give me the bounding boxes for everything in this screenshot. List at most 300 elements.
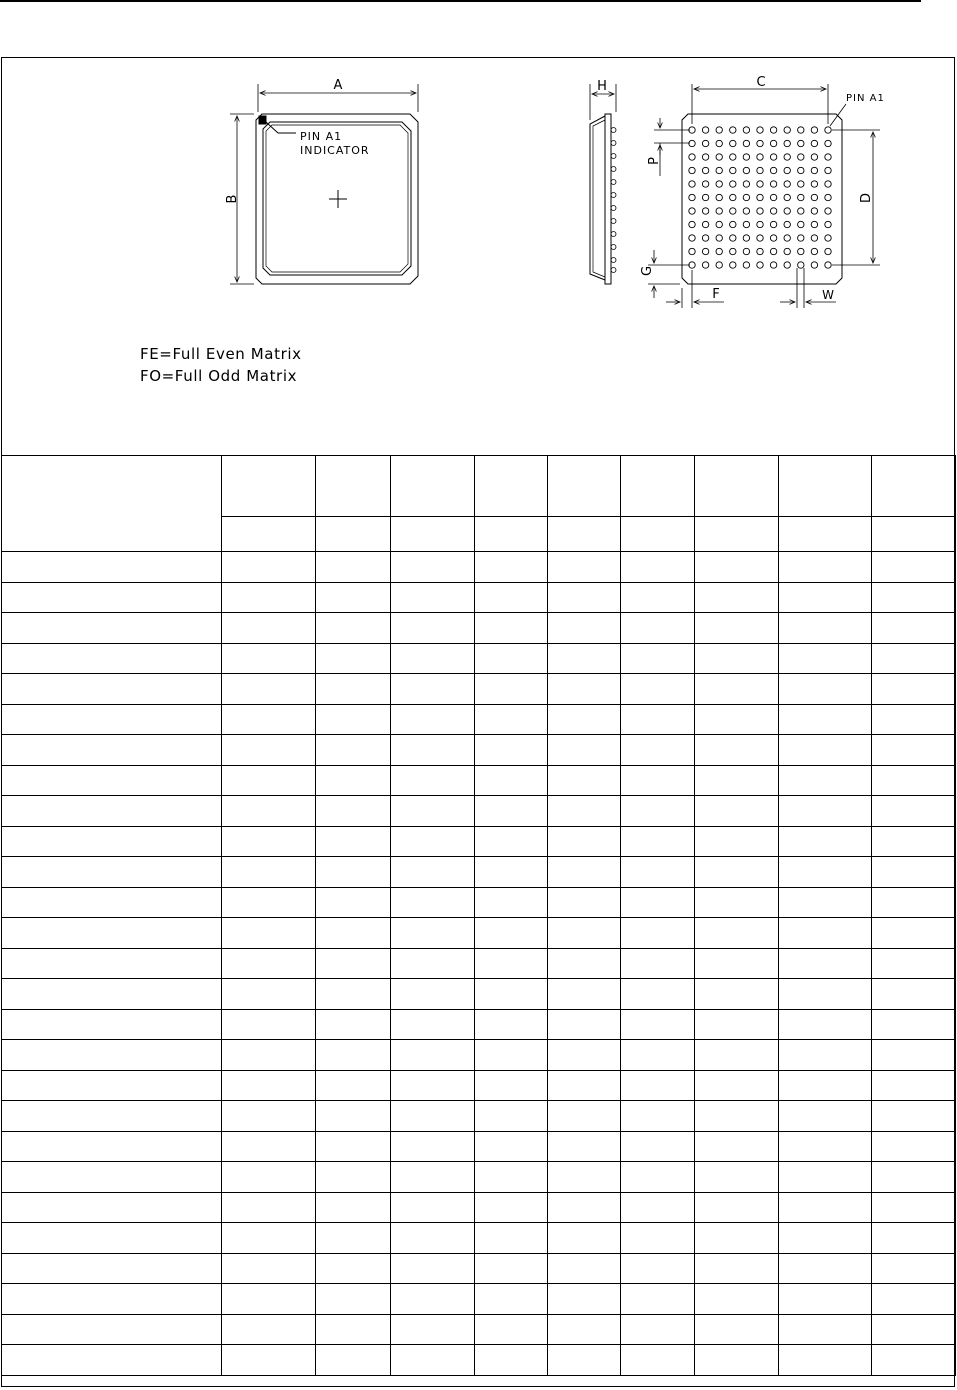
table-cell bbox=[548, 735, 621, 766]
table-cell bbox=[548, 918, 621, 949]
pin-indicator-label-1: PIN A1 bbox=[300, 130, 343, 143]
solder-ball bbox=[811, 127, 817, 133]
solder-ball bbox=[825, 127, 831, 133]
table-cell bbox=[695, 887, 779, 918]
table-cell bbox=[391, 613, 475, 644]
solder-ball bbox=[757, 167, 763, 173]
solder-ball bbox=[702, 154, 708, 160]
solder-ball bbox=[702, 181, 708, 187]
solder-ball bbox=[811, 262, 817, 268]
table-cell bbox=[548, 1131, 621, 1162]
table-cell bbox=[316, 979, 391, 1010]
table-cell bbox=[316, 1009, 391, 1040]
solder-ball bbox=[798, 140, 804, 146]
table-cell bbox=[222, 1040, 316, 1071]
table-cell bbox=[621, 857, 695, 888]
solder-ball bbox=[798, 262, 804, 268]
table-cell bbox=[548, 1070, 621, 1101]
table-cell bbox=[872, 735, 956, 766]
table-cell bbox=[475, 979, 548, 1010]
table-cell bbox=[391, 1192, 475, 1223]
table-cell bbox=[779, 552, 872, 583]
table-cell bbox=[316, 948, 391, 979]
table-cell bbox=[475, 1131, 548, 1162]
table-cell bbox=[391, 735, 475, 766]
table-cell bbox=[2, 1253, 222, 1284]
table-cell bbox=[222, 1223, 316, 1254]
table-cell bbox=[222, 1345, 316, 1376]
solder-ball bbox=[743, 127, 749, 133]
table-cell bbox=[2, 1101, 222, 1132]
table-cell bbox=[391, 1009, 475, 1040]
solder-ball bbox=[757, 140, 763, 146]
table-cell bbox=[2, 613, 222, 644]
table-row bbox=[2, 1192, 956, 1223]
solder-ball bbox=[689, 181, 695, 187]
solder-ball bbox=[770, 221, 776, 227]
table-cell bbox=[548, 1253, 621, 1284]
table-cell bbox=[621, 582, 695, 613]
table-cell bbox=[872, 1223, 956, 1254]
table-cell bbox=[548, 857, 621, 888]
solder-ball bbox=[798, 181, 804, 187]
solder-ball bbox=[702, 221, 708, 227]
table-cell bbox=[779, 613, 872, 644]
table-cell bbox=[475, 1101, 548, 1132]
table-cell bbox=[2, 765, 222, 796]
table-cell bbox=[391, 1070, 475, 1101]
solder-ball bbox=[702, 235, 708, 241]
table-cell bbox=[779, 1284, 872, 1315]
table-cell bbox=[695, 1009, 779, 1040]
table-cell bbox=[2, 979, 222, 1010]
pin-indicator-leader bbox=[266, 122, 278, 133]
table-cell bbox=[222, 1101, 316, 1132]
table-subheader-cell bbox=[222, 517, 316, 552]
table-cell bbox=[872, 1345, 956, 1376]
table-row bbox=[2, 1101, 956, 1132]
table-cell bbox=[872, 1040, 956, 1071]
table-subheader-cell bbox=[316, 517, 391, 552]
table-row bbox=[2, 948, 956, 979]
table-cell bbox=[872, 918, 956, 949]
table-cell bbox=[621, 1345, 695, 1376]
table-cell bbox=[475, 1192, 548, 1223]
table-cell bbox=[548, 1009, 621, 1040]
table-cell bbox=[222, 857, 316, 888]
table-cell bbox=[548, 1284, 621, 1315]
side-view bbox=[590, 84, 616, 284]
table-cell bbox=[779, 1131, 872, 1162]
table-cell bbox=[695, 1314, 779, 1345]
table-cell bbox=[779, 1009, 872, 1040]
pin-a1-leader bbox=[830, 104, 846, 126]
solder-ball bbox=[702, 167, 708, 173]
table-cell bbox=[222, 979, 316, 1010]
solder-ball bbox=[702, 140, 708, 146]
table-row bbox=[2, 1009, 956, 1040]
table-subheader-cell bbox=[475, 517, 548, 552]
table-row bbox=[2, 1345, 956, 1376]
solder-ball bbox=[689, 221, 695, 227]
solder-ball bbox=[716, 194, 722, 200]
solder-ball bbox=[811, 154, 817, 160]
table-cell bbox=[779, 1314, 872, 1345]
table-cell bbox=[695, 826, 779, 857]
table-cell bbox=[222, 887, 316, 918]
solder-ball bbox=[757, 235, 763, 241]
table-cell bbox=[222, 1192, 316, 1223]
solder-ball bbox=[730, 208, 736, 214]
table-cell bbox=[2, 704, 222, 735]
table-cell bbox=[872, 552, 956, 583]
table-cell bbox=[222, 735, 316, 766]
solder-ball bbox=[689, 154, 695, 160]
table-cell bbox=[621, 674, 695, 705]
legend-full-even: FE=Full Even Matrix bbox=[140, 345, 302, 363]
table-cell bbox=[391, 643, 475, 674]
table-cell bbox=[475, 796, 548, 827]
solder-ball bbox=[716, 248, 722, 254]
dim-h-label: H bbox=[597, 79, 607, 94]
table-cell bbox=[391, 1345, 475, 1376]
dim-c-label: C bbox=[756, 75, 766, 90]
table-cell bbox=[316, 796, 391, 827]
table-cell bbox=[222, 796, 316, 827]
dimension-table-container bbox=[1, 455, 955, 1376]
solder-ball bbox=[770, 154, 776, 160]
table-cell bbox=[316, 735, 391, 766]
solder-ball bbox=[825, 154, 831, 160]
table-cell bbox=[779, 735, 872, 766]
solder-ball bbox=[702, 248, 708, 254]
solder-ball bbox=[811, 181, 817, 187]
table-cell bbox=[391, 1162, 475, 1193]
table-cell bbox=[621, 704, 695, 735]
table-cell bbox=[872, 1101, 956, 1132]
table-cell bbox=[222, 948, 316, 979]
table-cell bbox=[695, 1040, 779, 1071]
table-cell bbox=[2, 1314, 222, 1345]
solder-ball bbox=[689, 248, 695, 254]
table-cell bbox=[475, 1345, 548, 1376]
solder-ball bbox=[770, 248, 776, 254]
table-cell bbox=[621, 1192, 695, 1223]
table-cell bbox=[779, 1162, 872, 1193]
table-cell bbox=[222, 1070, 316, 1101]
solder-ball bbox=[716, 167, 722, 173]
table-cell bbox=[391, 765, 475, 796]
table-cell bbox=[2, 1162, 222, 1193]
table-row bbox=[2, 826, 956, 857]
table-row bbox=[2, 552, 956, 583]
table-cell bbox=[872, 1314, 956, 1345]
table-cell bbox=[621, 826, 695, 857]
table-cell bbox=[316, 765, 391, 796]
table-cell bbox=[2, 1345, 222, 1376]
table-header-cell bbox=[872, 456, 956, 517]
table-cell bbox=[621, 1009, 695, 1040]
table-cell bbox=[316, 674, 391, 705]
table-cell bbox=[391, 1314, 475, 1345]
solder-ball bbox=[784, 140, 790, 146]
solder-ball bbox=[757, 127, 763, 133]
solder-ball bbox=[784, 154, 790, 160]
table-cell bbox=[695, 1284, 779, 1315]
table-cell bbox=[548, 765, 621, 796]
table-cell bbox=[391, 979, 475, 1010]
table-cell bbox=[621, 948, 695, 979]
table-cell bbox=[316, 1040, 391, 1071]
table-cell bbox=[475, 887, 548, 918]
legend-full-odd: FO=Full Odd Matrix bbox=[140, 367, 298, 385]
solder-ball bbox=[689, 140, 695, 146]
table-cell bbox=[621, 1223, 695, 1254]
table-cell bbox=[222, 1131, 316, 1162]
table-cell bbox=[695, 735, 779, 766]
table-cell bbox=[391, 887, 475, 918]
dim-d-label: D bbox=[859, 192, 874, 204]
solder-ball bbox=[716, 127, 722, 133]
table-cell bbox=[695, 1192, 779, 1223]
table-cell bbox=[475, 613, 548, 644]
table-cell bbox=[872, 582, 956, 613]
package-outline-svg bbox=[0, 0, 957, 456]
solder-ball bbox=[798, 154, 804, 160]
table-subheader-cell bbox=[695, 517, 779, 552]
table-cell bbox=[2, 796, 222, 827]
table-cell bbox=[548, 674, 621, 705]
table-cell bbox=[316, 1253, 391, 1284]
solder-ball bbox=[770, 181, 776, 187]
solder-ball bbox=[743, 262, 749, 268]
table-cell bbox=[391, 1101, 475, 1132]
solder-ball bbox=[716, 221, 722, 227]
table-row bbox=[2, 1040, 956, 1071]
table-cell bbox=[391, 1040, 475, 1071]
table-cell bbox=[695, 979, 779, 1010]
solder-ball bbox=[716, 181, 722, 187]
table-cell bbox=[391, 704, 475, 735]
table-cell bbox=[695, 582, 779, 613]
table-cell bbox=[779, 582, 872, 613]
solder-ball bbox=[743, 235, 749, 241]
table-cell bbox=[316, 1284, 391, 1315]
table-header-corner-cell bbox=[2, 456, 222, 552]
solder-ball bbox=[784, 262, 790, 268]
table-cell bbox=[779, 1223, 872, 1254]
dim-w-label: W bbox=[822, 288, 834, 302]
table-cell bbox=[475, 552, 548, 583]
table-row bbox=[2, 613, 956, 644]
dim-a-label: A bbox=[333, 78, 343, 93]
solder-ball bbox=[811, 167, 817, 173]
table-cell bbox=[391, 1131, 475, 1162]
table-cell bbox=[391, 918, 475, 949]
table-cell bbox=[872, 1253, 956, 1284]
solder-ball bbox=[770, 127, 776, 133]
table-cell bbox=[2, 948, 222, 979]
table-cell bbox=[548, 643, 621, 674]
dimension-table bbox=[1, 455, 956, 1376]
table-cell bbox=[2, 1192, 222, 1223]
table-cell bbox=[316, 582, 391, 613]
table-cell bbox=[695, 674, 779, 705]
table-cell bbox=[548, 1192, 621, 1223]
table-cell bbox=[222, 552, 316, 583]
table-row bbox=[2, 1223, 956, 1254]
table-cell bbox=[548, 552, 621, 583]
table-header-cell bbox=[621, 456, 695, 517]
table-cell bbox=[621, 1253, 695, 1284]
table-cell bbox=[621, 1070, 695, 1101]
table-cell bbox=[2, 1131, 222, 1162]
table-cell bbox=[872, 613, 956, 644]
table-cell bbox=[779, 826, 872, 857]
solder-ball bbox=[784, 208, 790, 214]
table-cell bbox=[872, 704, 956, 735]
table-row bbox=[2, 643, 956, 674]
table-cell bbox=[695, 613, 779, 644]
solder-ball bbox=[757, 221, 763, 227]
ball-grid bbox=[689, 127, 831, 268]
table-cell bbox=[621, 643, 695, 674]
table-cell bbox=[872, 674, 956, 705]
table-cell bbox=[222, 918, 316, 949]
table-cell bbox=[316, 613, 391, 644]
solder-ball bbox=[716, 262, 722, 268]
table-cell bbox=[621, 796, 695, 827]
table-row bbox=[2, 979, 956, 1010]
table-cell bbox=[621, 1101, 695, 1132]
solder-ball bbox=[811, 194, 817, 200]
solder-ball bbox=[825, 181, 831, 187]
solder-ball bbox=[757, 181, 763, 187]
table-cell bbox=[872, 1284, 956, 1315]
solder-ball bbox=[784, 127, 790, 133]
table-cell bbox=[779, 765, 872, 796]
table-cell bbox=[695, 1345, 779, 1376]
solder-ball bbox=[743, 181, 749, 187]
table-cell bbox=[779, 979, 872, 1010]
solder-ball bbox=[743, 194, 749, 200]
table-cell bbox=[779, 1040, 872, 1071]
table-cell bbox=[475, 1009, 548, 1040]
solder-ball bbox=[730, 235, 736, 241]
table-cell bbox=[695, 552, 779, 583]
solder-ball bbox=[784, 194, 790, 200]
table-cell bbox=[695, 918, 779, 949]
table-cell bbox=[316, 1345, 391, 1376]
table-cell bbox=[222, 643, 316, 674]
table-cell bbox=[872, 1162, 956, 1193]
table-cell bbox=[621, 979, 695, 1010]
solder-ball bbox=[730, 181, 736, 187]
table-row bbox=[2, 1284, 956, 1315]
solder-ball bbox=[825, 235, 831, 241]
table-cell bbox=[2, 826, 222, 857]
table-cell bbox=[548, 979, 621, 1010]
table-cell bbox=[475, 918, 548, 949]
side-view-body bbox=[590, 116, 605, 280]
solder-ball bbox=[716, 154, 722, 160]
table-cell bbox=[316, 857, 391, 888]
bottom-view-body-outline bbox=[682, 114, 842, 284]
solder-ball bbox=[770, 194, 776, 200]
table-cell bbox=[695, 765, 779, 796]
solder-ball bbox=[811, 248, 817, 254]
table-cell bbox=[872, 826, 956, 857]
table-cell bbox=[2, 1223, 222, 1254]
table-cell bbox=[548, 1223, 621, 1254]
table-header-cell bbox=[548, 456, 621, 517]
dimension-table-body bbox=[2, 456, 956, 1376]
table-cell bbox=[548, 613, 621, 644]
table-cell bbox=[475, 1253, 548, 1284]
solder-ball bbox=[825, 167, 831, 173]
table-cell bbox=[391, 1253, 475, 1284]
table-cell bbox=[316, 643, 391, 674]
table-cell bbox=[475, 704, 548, 735]
solder-ball bbox=[825, 221, 831, 227]
table-cell bbox=[779, 1253, 872, 1284]
table-cell bbox=[621, 735, 695, 766]
solder-ball bbox=[730, 154, 736, 160]
table-cell bbox=[391, 1284, 475, 1315]
table-cell bbox=[872, 857, 956, 888]
table-cell bbox=[222, 765, 316, 796]
table-cell bbox=[779, 887, 872, 918]
table-cell bbox=[222, 613, 316, 644]
solder-ball bbox=[798, 194, 804, 200]
table-cell bbox=[779, 857, 872, 888]
table-cell bbox=[548, 796, 621, 827]
table-cell bbox=[779, 1192, 872, 1223]
table-header-cell bbox=[779, 456, 872, 517]
solder-ball bbox=[798, 208, 804, 214]
table-header-cell bbox=[316, 456, 391, 517]
table-row bbox=[2, 765, 956, 796]
solder-ball bbox=[757, 248, 763, 254]
table-cell bbox=[2, 1040, 222, 1071]
solder-ball bbox=[702, 208, 708, 214]
solder-ball bbox=[757, 262, 763, 268]
solder-ball bbox=[811, 221, 817, 227]
table-cell bbox=[475, 582, 548, 613]
solder-ball bbox=[784, 248, 790, 254]
dim-g-label: G bbox=[640, 265, 655, 277]
solder-ball bbox=[798, 127, 804, 133]
table-cell bbox=[779, 1070, 872, 1101]
solder-ball bbox=[716, 140, 722, 146]
table-cell bbox=[222, 826, 316, 857]
solder-ball bbox=[798, 235, 804, 241]
table-cell bbox=[621, 1162, 695, 1193]
package-drawing bbox=[0, 0, 957, 456]
table-cell bbox=[872, 1009, 956, 1040]
table-cell bbox=[391, 1223, 475, 1254]
table-cell bbox=[695, 643, 779, 674]
top-view bbox=[230, 84, 418, 284]
solder-ball bbox=[770, 140, 776, 146]
side-view-substrate bbox=[605, 114, 611, 284]
table-cell bbox=[548, 826, 621, 857]
table-cell bbox=[621, 1314, 695, 1345]
solder-ball bbox=[730, 194, 736, 200]
table-subheader-cell bbox=[391, 517, 475, 552]
table-cell bbox=[695, 1223, 779, 1254]
solder-ball bbox=[689, 235, 695, 241]
